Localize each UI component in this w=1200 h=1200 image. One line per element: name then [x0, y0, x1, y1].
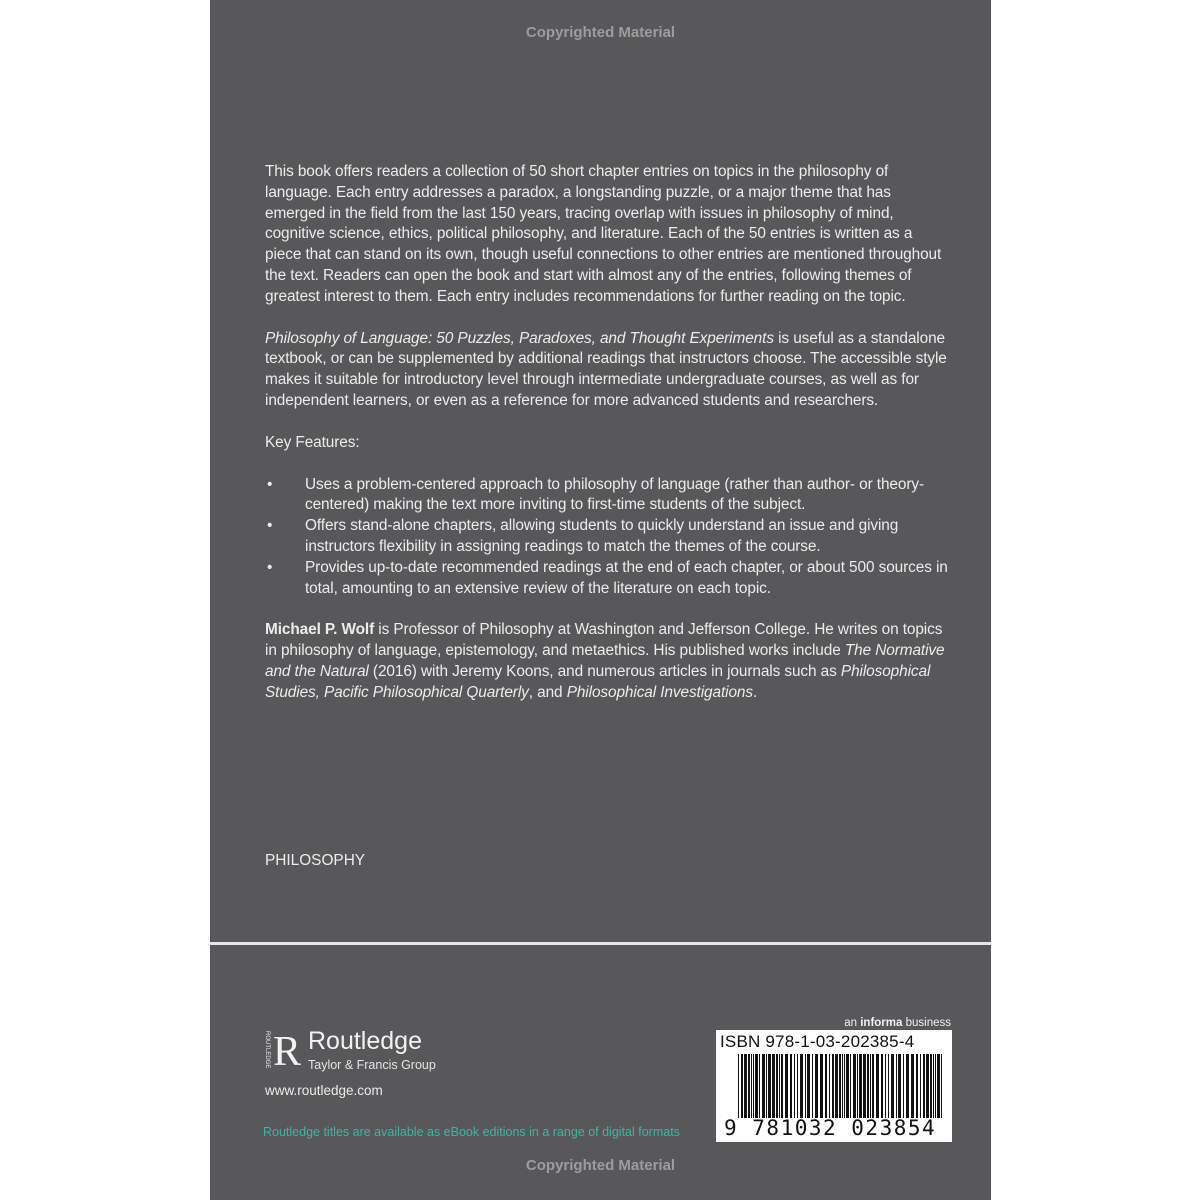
feature-item: • Provides up-to-date recommended readings at the end of each chapter, or about 500 sources in total, amounting to an extensive review of the literature on each topic. — [265, 558, 950, 600]
author-bio-text-4: . — [752, 683, 758, 701]
feature-item: • Offers stand-alone chapters, allowing students to quickly understand an issue and giving instructors flexibility in assigning readings to match the themes of the course. — [265, 516, 950, 558]
cover-divider — [210, 942, 991, 945]
publisher-group: Taylor & Francis Group — [308, 1058, 436, 1072]
cover-body-text — [265, 162, 950, 725]
author-bio-text-2: (2016) with Jeremy Koons, and numerous articles in journals such as — [368, 662, 841, 680]
book-back-cover — [210, 0, 991, 1200]
watermark-bottom: Copyrighted Material — [525, 1157, 676, 1174]
author-bio-text-3: , and — [528, 683, 567, 701]
publisher-url: www.routledge.com — [265, 1083, 383, 1098]
informa-tagline — [844, 1017, 951, 1029]
author-journals-2: Philosophical Investigations — [566, 683, 753, 701]
informa-prefix: an — [844, 1017, 861, 1029]
book-title-italic: Philosophy of Language: 50 Puzzles, Paradoxes, and Thought Experiments — [265, 329, 774, 347]
author-bio-text-1: is Professor of Philosophy at Washington and Jefferson College. He writes on topics in philosophy of language, epistemology, and metaethics. His published works include — [265, 621, 943, 660]
informa-brand: informa — [860, 1017, 903, 1029]
barcode-icon — [738, 1054, 944, 1118]
informa-suffix: business — [902, 1017, 951, 1029]
logo-side-text: ROUTLEDGE — [264, 1031, 270, 1069]
author-journals-1: Philosophical Studies, Pacific Philosophical Quarterly — [265, 662, 931, 701]
subject-category: PHILOSOPHY — [265, 852, 366, 869]
author-book-title: The Normative and the Natural — [265, 642, 945, 680]
isbn-barcode-box — [716, 1030, 952, 1142]
author-bio — [265, 620, 950, 703]
feature-item: • Uses a problem-centered approach to philosophy of language (rather than author- or theory-centered) making the text more inviting to first-time students of the subject. — [265, 475, 950, 517]
barcode-digits: 9 781032 023854 — [724, 1116, 937, 1140]
description-paragraph-1: This book offers readers a collection of 50 short chapter entries on topics in the philosophy of language. Each entry addresses a paradox, a longstanding puzzle, or a major theme that has emerged in the field from the last 150 years, tracing overlap with issues in philosophy of mind, cognitive science, ethics, political philosophy, and literature. Each of the 50 entries is written as a piece that can stand on its own, though useful connections to other entries are mentioned throughout the text. Readers can open the book and start with almost any of the entries, following themes of greatest interest to them. Each entry includes recommendations for further reading on the topic. — [265, 163, 942, 305]
logo-letter: R — [273, 1029, 302, 1075]
author-name: Michael P. Wolf — [265, 621, 375, 639]
key-features-list — [265, 475, 950, 600]
key-features-heading: Key Features: — [265, 433, 360, 451]
description-paragraph-2 — [265, 329, 950, 412]
routledge-logo-icon — [262, 1025, 302, 1077]
description-paragraph-2-text: is useful as a standalone textbook, or can be supplemented by additional readings that instructors choose. The accessible style makes it suitable for introductory level through intermediate undergraduate courses, as well as for independent learners, or even as a reference for more advanced students and researchers. — [265, 329, 947, 409]
publisher-name: Routledge — [308, 1027, 422, 1055]
watermark-top: Copyrighted Material — [525, 24, 676, 41]
isbn-label: ISBN 978-1-03-202385-4 — [720, 1032, 915, 1051]
ebook-note: Routledge titles are available as eBook editions in a range of digital formats — [263, 1125, 680, 1139]
